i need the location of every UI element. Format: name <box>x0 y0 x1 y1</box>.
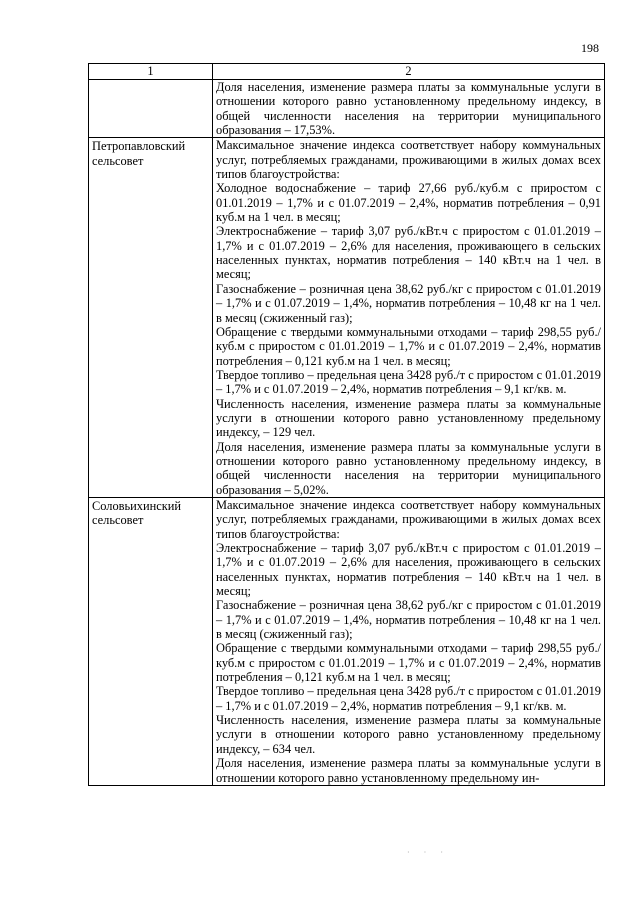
table-row-solovikhinsky <box>89 497 605 785</box>
column-header-1: 1 <box>89 64 213 80</box>
paragraph: Максимальное значение индекса соответствует набору коммунальных услуг, потребляемых гражданами, проживающими в жилых домах всех типов благоустройства: <box>216 497 601 541</box>
description-cell <box>213 138 605 498</box>
table-row-petropavlovsky <box>89 138 605 498</box>
territory-cell <box>89 80 213 138</box>
paragraph: Газоснабжение – розничная цена 38,62 руб./кг с приростом с 01.01.2019 – 1,7% и с 01.07.2019 – 1,4%, норматив потребления – 10,48 кг на 1 чел. в месяц (сжиженный газ); <box>216 281 601 325</box>
description-cell <box>213 80 605 138</box>
territory-cell: Петропавловский сельсовет <box>89 138 213 498</box>
paragraph: Обращение с твердыми коммунальными отходами – тариф 298,55 руб./куб.м с приростом с 01.01.2019 – 1,7% и с 01.07.2019 – 2,4%, норматив потребления – 0,121 куб.м на 1 чел. в месяц; <box>216 641 601 685</box>
column-header-2: 2 <box>213 64 605 80</box>
table-header-row <box>89 64 605 80</box>
paragraph: Газоснабжение – розничная цена 38,62 руб./кг с приростом с 01.01.2019 – 1,7% и с 01.07.2019 – 1,4%, норматив потребления – 10,48 кг на 1 чел. в месяц (сжиженный газ); <box>216 598 601 642</box>
territory-cell: Соловьихинский сельсовет <box>89 497 213 785</box>
page-number: 198 <box>581 41 599 55</box>
paragraph: Обращение с твердыми коммунальными отходами – тариф 298,55 руб./куб.м с приростом с 01.01.2019 – 1,7% и с 01.07.2019 – 2,4%, норматив потребления – 0,121 куб.м на 1 чел. в месяц; <box>216 324 601 368</box>
paragraph: Доля населения, изменение размера платы за коммунальные услуги в отношении которого равно установленному предельному индексу, в общей численности населения на территории муниципального образования – 17,53%. <box>216 80 601 138</box>
tariff-table <box>88 63 605 786</box>
paragraph: Твердое топливо – предельная цена 3428 руб./т с приростом с 01.01.2019 – 1,7% и с 01.07.2019 – 2,4%, норматив потребления – 9,1 кг/кв. м. <box>216 367 601 397</box>
paragraph: Максимальное значение индекса соответствует набору коммунальных услуг, потребляемых гражданами, проживающими в жилых домах всех типов благоустройства: <box>216 138 601 182</box>
paragraph: Электроснабжение – тариф 3,07 руб./кВт.ч с приростом с 01.01.2019 – 1,7% и с 01.07.2019 – 2,6% для населения, проживающего в сельских населенных пунктах, норматив потребления – 140 кВт.ч на 1 чел. в месяц; <box>216 541 601 599</box>
paragraph: Холодное водоснабжение – тариф 27,66 руб./куб.м с приростом с 01.01.2019 – 1,7% и с 01.07.2019 – 2,4%, норматив потребления – 0,91 куб.м на 1 чел. в месяц; <box>216 181 601 225</box>
paragraph: Электроснабжение – тариф 3,07 руб./кВт.ч с приростом с 01.01.2019 – 1,7% и с 01.07.2019 – 2,6% для населения, проживающего в сельских населенных пунктах, норматив потребления – 140 кВт.ч на 1 чел. в месяц; <box>216 224 601 282</box>
table-row-continuation <box>89 80 605 138</box>
paragraph: Доля населения, изменение размера платы за коммунальные услуги в отношении которого равно установленному предельному ин- <box>216 756 601 785</box>
paragraph: Твердое топливо – предельная цена 3428 руб./т с приростом с 01.01.2019 – 1,7% и с 01.07.2019 – 2,4%, норматив потребления – 9,1 кг/кв. м. <box>216 684 601 713</box>
description-cell <box>213 497 605 785</box>
paragraph: Численность населения, изменение размера платы за коммунальные услуги в отношении которого равно установленному предельному индексу, – 634 чел. <box>216 713 601 756</box>
paragraph: Доля населения, изменение размера платы за коммунальные услуги в отношении которого равно установленному предельному индексу, в общей численности населения на территории муниципального образования – 5,02%. <box>216 439 601 497</box>
paragraph: Численность населения, изменение размера платы за коммунальные услуги в отношении которого равно установленному предельному индексу, – 129 чел. <box>216 396 601 440</box>
scan-artifact: · · · <box>407 848 449 857</box>
